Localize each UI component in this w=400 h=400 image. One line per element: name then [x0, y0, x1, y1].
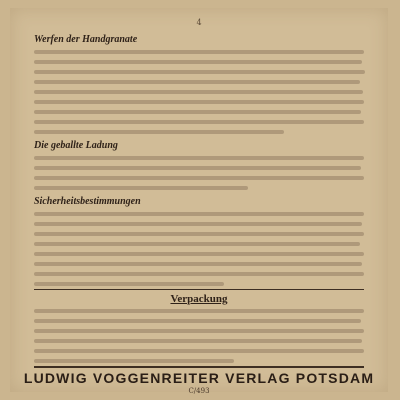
publisher-name: LUDWIG VOGGENREITER VERLAG POTSDAM	[23, 370, 375, 386]
footer-code: C/493	[188, 387, 210, 395]
section-heading-throwing: Werfen der Handgranate	[34, 34, 138, 45]
page-number: 4	[196, 18, 202, 27]
section-heading-packaging: Verpackung	[170, 293, 228, 305]
section-heading-bundled-charge: Die geballte Ladung	[34, 140, 118, 151]
divider-rule	[34, 289, 364, 290]
document-page	[10, 8, 388, 395]
section-heading-safety-rules: Sicherheitsbestimmungen	[34, 196, 141, 207]
footer-rule	[34, 366, 364, 368]
